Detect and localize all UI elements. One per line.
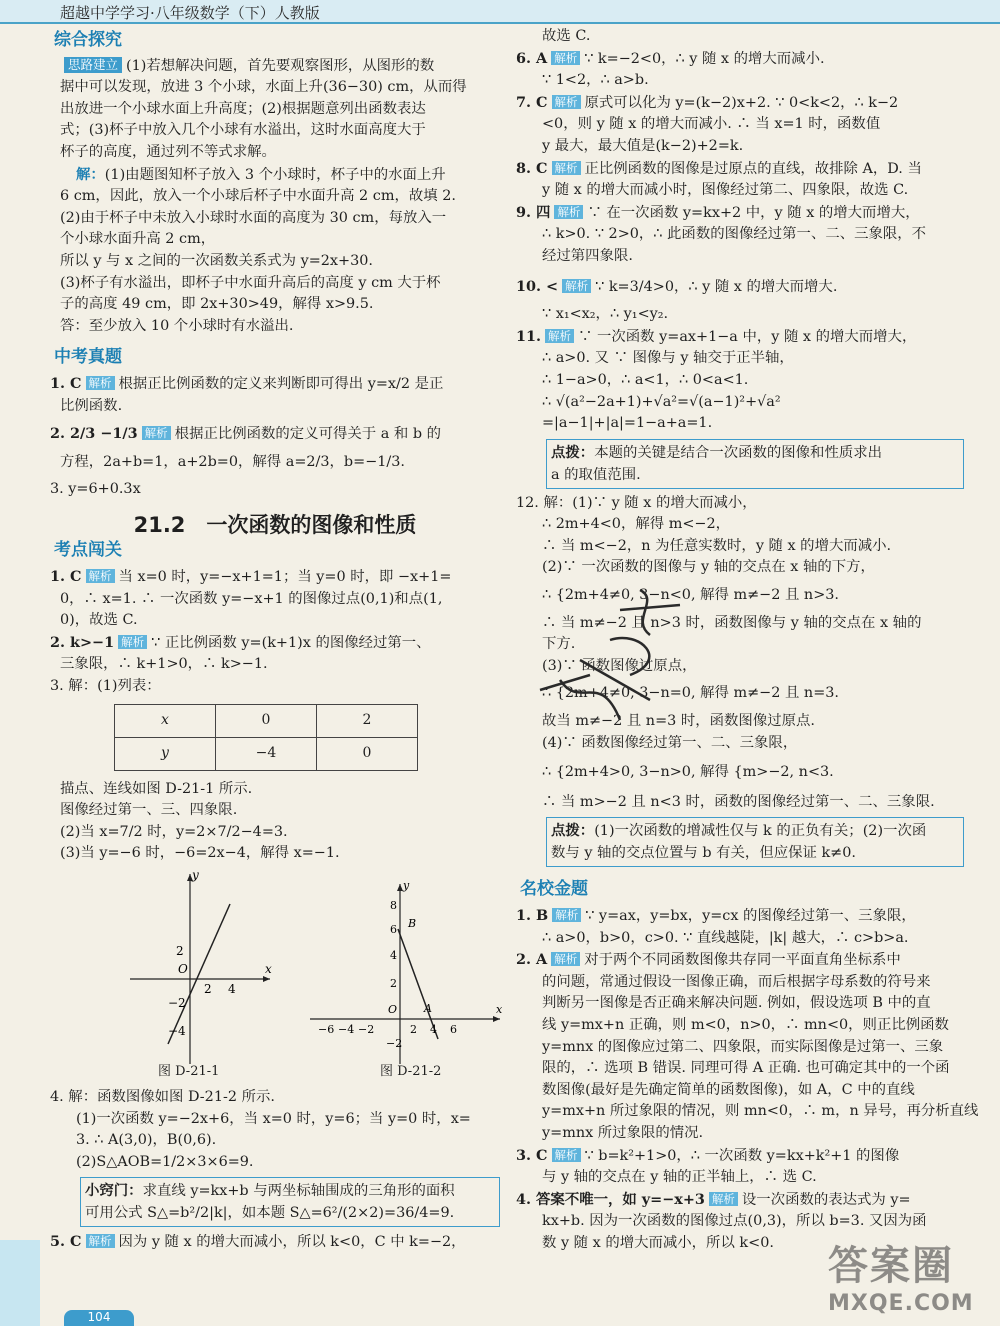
text-line: 线 y=mx+n 正确，则 m<0，n>0，∴ mn<0，则正比例函数 [542, 1016, 949, 1033]
text-line: y=mx+n 所过象限的情况，则 mn<0，∴ m，n 异号，再分析直线 [542, 1103, 979, 1120]
g1-tick: −2 [168, 996, 186, 1010]
section-title-kaodian: 考点闯关 [54, 540, 122, 561]
text-line: y 随 x 的增大而减小时，图像经过第二、四象限，故选 C. [542, 182, 909, 199]
answer-k3: 3. 解：(1)列表： [50, 678, 161, 695]
jiexi-tag: 解析 [554, 205, 583, 219]
header-title: 超越中学学习·八年级数学（下）人教版 [60, 4, 320, 22]
text-line: y=mnx 的图像应过第二、四象限，而实际图像是过第一、三象 [542, 1038, 944, 1055]
g2-ytick: 8 [390, 899, 397, 912]
text-line: 故选 C. [542, 28, 591, 44]
text-line: 比例函数. [60, 397, 123, 414]
answer-7: 7. C 解析 原式可以化为 y=(k−2)x+2. ∵ 0<k<2，∴ k−2 [516, 93, 899, 111]
g2-xlabel: x [496, 1003, 503, 1016]
text-line: 故当 m≠−2 且 n=3 时，函数图像过原点. [542, 713, 815, 730]
text-line: 6 cm，因此，放入一个小球后杯子中水面升高 2 cm，故填 2. [60, 188, 456, 205]
left-edge-band [0, 1240, 40, 1326]
text-line: =|a−1|+|a|=1−a+a=1. [542, 415, 713, 432]
table-row: x 0 2 [115, 704, 418, 737]
text-line: 经过第四象限. [542, 247, 633, 264]
g2-xtick: 4 [430, 1023, 437, 1036]
jiexi-tag: 解析 [86, 1234, 115, 1248]
text-line: 判断另一图像是否正确来解决问题. 例如，假设选项 B 中的直 [542, 995, 931, 1012]
jiexi-tag: 解析 [86, 569, 115, 583]
tip-box-xiaoqiaomen: 小窍门：求直线 y=kx+b 与两坐标轴围成的三角形的面积 可用公式 S△=b²/2|k|，如本题 S△=6²/(2×2)=36/4=9. [80, 1177, 500, 1227]
answer-m3: 3. C 解析 ∵ b=k²+1>0，∴ 一次函数 y=kx+k²+1 的图像 [516, 1146, 900, 1164]
text-line: 所以 y 与 x 之间的一次函数关系式为 y=2x+30. [60, 252, 373, 269]
text-line: (2)S△AOB=1/2×3×6=9. [76, 1153, 254, 1170]
caption-d21-1: 图 D-21-1 [158, 1064, 220, 1079]
text-line: 下方. [542, 636, 576, 653]
text-line: 答：至少放入 10 个小球时有水溢出. [60, 317, 294, 334]
text-line: 图像经过第一、三、四象限. [60, 802, 238, 819]
watermark: 答案圈 MXQE.COM [828, 1243, 974, 1316]
tip-box-dianbo-1: 点拨：本题的关键是结合一次函数的图像和性质求出 a 的取值范围. [546, 439, 964, 489]
graph-d21-2 [310, 869, 510, 1069]
chapter-heading: 21.2 一次函数的图像和性质 [133, 512, 417, 537]
text-line: 0，∴ x=1. ∴ 一次函数 y=−x+1 的图像过点(0,1)和点(1, [60, 590, 443, 607]
jiexi-tag: 解析 [552, 908, 581, 922]
handwriting-scribble [520, 580, 720, 740]
g2-origin: O [388, 1003, 398, 1016]
graphs-area [110, 869, 503, 1079]
text-line: (3)当 y=−6 时，−6=2x−4，解得 x=−1. [60, 845, 340, 862]
text-line: (4)∵ 函数图像经过第一、二、三象限， [542, 734, 798, 751]
jiexi-tag: 解析 [551, 51, 580, 65]
table-row: y −4 0 [115, 737, 418, 770]
jiexi-tag: 解析 [545, 329, 574, 343]
text-line: 3. ∴ A(3,0)，B(0,6). [76, 1132, 217, 1149]
text-line: ∴ 当 m<−2，n 为任意实数时，y 随 x 的增大而减小. [542, 537, 892, 554]
section-title-zonghe: 综合探究 [54, 30, 122, 50]
g2-ytick: 4 [390, 949, 397, 962]
solution-line: 解：(1)由题图知杯子放入 3 个小球时，杯子中的水面上升 [76, 165, 446, 183]
left-column [50, 26, 503, 1254]
text-line: (1)一次函数 y=−2x+6，当 x=0 时，y=6；当 y=0 时，x= [76, 1110, 471, 1127]
text-line: 出放进一个小球水面上升高度；(2)根据题意列出函数表达 [60, 100, 426, 117]
text-line: ∴ a>0. 又 ∵ 图像与 y 轴交于正半轴， [542, 350, 794, 367]
jiexi-tag: 解析 [552, 161, 581, 175]
caption-d21-2: 图 D-21-2 [380, 1064, 442, 1079]
answer-2: 2. 2/3 −1/3 解析 根据正比例函数的定义可得关于 a 和 b 的 [50, 425, 442, 443]
g2-xtick: 6 [450, 1023, 457, 1036]
answer-k1: 1. C 解析 当 x=0 时，y=−x+1=1；当 y=0 时，即 −x+1= [50, 568, 452, 586]
g2-ytick: 6 [390, 923, 397, 936]
jiexi-tag: 解析 [86, 376, 115, 390]
g2-point-a: A [424, 1002, 432, 1015]
answer-11: 11. 解析 ∵ 一次函数 y=ax+1−a 中，y 随 x 的增大而增大， [516, 327, 917, 345]
section-title-mingxiao: 名校金题 [520, 879, 588, 900]
text-line: (3)杯子有水溢出，即杯子中水面升高后的高度 y cm 大于杯 [60, 274, 441, 291]
text-line: (2)当 x=7/2 时，y=2×7/2−4=3. [60, 823, 288, 840]
text-line: 子的高度 49 cm，即 2x+30>49，解得 x>9.5. [60, 296, 374, 313]
text-line: kx+b. 因为一次函数的图像过点(0,3)，所以 b=3. 又因为函 [542, 1213, 927, 1230]
answer-k5: 5. C 解析 因为 y 随 x 的增大而减小，所以 k<0，C 中 k=−2， [50, 1233, 466, 1251]
text-line: ∴ 2m+4<0，解得 m<−2， [542, 516, 731, 533]
text-line: ∴ {2m+4≠0, 3−n=0, 解得 m≠−2 且 n=3. [542, 685, 839, 702]
g1-ylabel: y [192, 869, 199, 882]
answer-3: 3. y=6+0.3x [50, 481, 141, 498]
value-table [114, 704, 418, 771]
g2-ytick: 2 [390, 977, 397, 990]
g2-ylabel: y [403, 879, 410, 892]
answer-8: 8. C 解析 正比例函数的图像是过原点的直线，故排除 A，D. 当 [516, 159, 922, 177]
text-line: y 最大，最大值是(k−2)+2=k. [542, 137, 744, 154]
jiexi-tag: 解析 [562, 279, 591, 293]
text-line: ∴ a>0，b>0，c>0. ∵ 直线越陡，|k| 越大，∴ c>b>a. [542, 929, 909, 946]
text-line: ∴ {2m+4≠0, 3−n<0, 解得 m≠−2 且 n>3. [542, 587, 839, 604]
section-title-zhongkao: 中考真题 [54, 347, 122, 368]
text-line: 三象限，∴ k+1>0，∴ k>−1. [60, 656, 268, 673]
silu-tag: 思路建立 [64, 57, 122, 73]
text-line: ∴ {2m+4>0, 3−n>0, 解得 {m>−2, n<3. [542, 764, 834, 781]
text-line: 数图像(最好是先确定简单的函数图像)，如 A，C 中的直线 [542, 1081, 915, 1098]
g1-origin: O [178, 962, 188, 976]
g2-xtick: −6 [318, 1023, 335, 1036]
tip-box-dianbo-2: 点拨：(1)一次函数的增减性仅与 k 的正负有关；(2)一次函 数与 y 轴的交点位置与 b 有关，但应保证 k≠0. [546, 817, 964, 867]
g2-ytick: −2 [386, 1037, 403, 1050]
jiexi-tag: 解析 [118, 635, 147, 649]
answer-m2: 2. A 解析 对于两个不同函数图像共存同一平面直角坐标系中 [516, 951, 901, 969]
g2-xtick: −2 [358, 1023, 375, 1036]
text-line: ∵ 1<2，∴ a>b. [542, 72, 649, 89]
g2-xtick: 2 [410, 1023, 417, 1036]
text-line: 方程，2a+b=1，a+2b=0，解得 a=2/3，b=−1/3. [60, 453, 405, 470]
text-line: ∴ k>0. ∵ 2>0，∴ 此函数的图像经过第一、二、三象限，不 [542, 226, 927, 243]
text-line: 限的，∴ 选项 B 错误. 同理可得 A 正确. 也可确定其中的一个函 [542, 1060, 950, 1077]
g2-xtick: −4 [338, 1023, 355, 1036]
answer-k2: 2. k>−1 解析 ∵ 正比例函数 y=(k+1)x 的图像经过第一、 [50, 633, 431, 651]
g1-tick: 4 [228, 982, 236, 996]
jiexi-tag: 解析 [709, 1192, 738, 1206]
text-line: 杯子的高度，通过列不等式求解。 [60, 143, 276, 160]
g2-point-b: B [408, 917, 417, 930]
answer-k4: 4. 解：函数图像如图 D-21-2 所示. [50, 1089, 275, 1105]
text-line: 式；(3)杯子中放入几个小球有水溢出，这时水面高度大于 [60, 122, 426, 139]
silu-paragraph: 思路建立 (1)若想解决问题，首先要观察图形，从图形的数 [50, 56, 500, 78]
graph-d21-1 [130, 869, 280, 1069]
text-line: ∴ 当 m>−2 且 n<3 时，函数的图像经过第一、二、三象限. [542, 793, 935, 810]
text-line: ∵ x₁<x₂，∴ y₁<y₂. [542, 306, 669, 323]
g1-tick: 2 [204, 982, 212, 996]
text-line: 个小球水面升高 2 cm， [60, 231, 216, 248]
answer-9: 9. 四 解析 ∵ 在一次函数 y=kx+2 中，y 随 x 的增大而增大， [516, 203, 920, 221]
page-number: 104 [64, 1310, 134, 1326]
answer-12: 12. 解：(1)∵ y 随 x 的增大而减小， [516, 494, 757, 511]
jiexi-tag: 解析 [142, 426, 171, 440]
jiexi-tag: 解析 [551, 952, 580, 966]
text-line: y=mnx 所过象限的情况. [542, 1124, 704, 1141]
text-line: ∴ √(a²−2a+1)+√a²=√(a−1)²+√a² [542, 393, 781, 410]
jiexi-tag: 解析 [552, 95, 581, 109]
g1-xlabel: x [265, 962, 272, 976]
g1-tick: 2 [176, 944, 184, 958]
text-line: 描点、连线如图 D-21-1 所示. [60, 780, 253, 797]
text-line: 数 y 随 x 的增大而减小，所以 k<0. [542, 1234, 774, 1251]
text-line: ∴ 1−a>0，∴ a<1，∴ 0<a<1. [542, 371, 749, 388]
answer-m4: 4. 答案不唯一，如 y=−x+3 解析 设一次函数的表达式为 y= [516, 1190, 911, 1208]
text-line: ∴ 当 m≠−2 且 n>3 时，函数图像与 y 轴的交点在 x 轴的 [542, 614, 922, 631]
text-line: 0)，故选 C. [60, 612, 138, 629]
answer-10: 10. < 解析 ∵ k=3/4>0，∴ y 随 x 的增大而增大. [516, 277, 838, 295]
text-line: (2)∵ 一次函数的图像与 y 轴的交点在 x 轴的下方， [542, 559, 875, 576]
text-line: <0，则 y 随 x 的增大而减小. ∴ 当 x=1 时，函数值 [542, 116, 881, 133]
text-line: 与 y 轴的交点在 y 轴的正半轴上，∴ 选 C. [542, 1169, 817, 1186]
answer-m1: 1. B 解析 ∵ y=ax，y=bx，y=cx 的图像经过第一、三象限， [516, 907, 916, 924]
page-header [0, 0, 1000, 24]
text-line: (3)∵ 函数图像过原点， [542, 657, 697, 674]
text-line: (2)由于杯子中未放入小球时水面的高度为 30 cm，每放入一 [60, 209, 447, 226]
g1-tick: −4 [168, 1024, 186, 1038]
answer-6: 6. A 解析 ∵ k=−2<0，∴ y 随 x 的增大而减小. [516, 49, 825, 67]
answer-1: 1. C 解析 根据正比例函数的定义来判断即可得出 y=x/2 是正 [50, 374, 444, 392]
jiexi-tag: 解析 [552, 1148, 581, 1162]
text-line: 的问题，常通过假设一图像正确，而后根据字母系数的符号来 [542, 973, 931, 990]
text-line: 据中可以发现，放进 3 个小球，水面上升(36−30) cm，从而得 [60, 79, 467, 96]
